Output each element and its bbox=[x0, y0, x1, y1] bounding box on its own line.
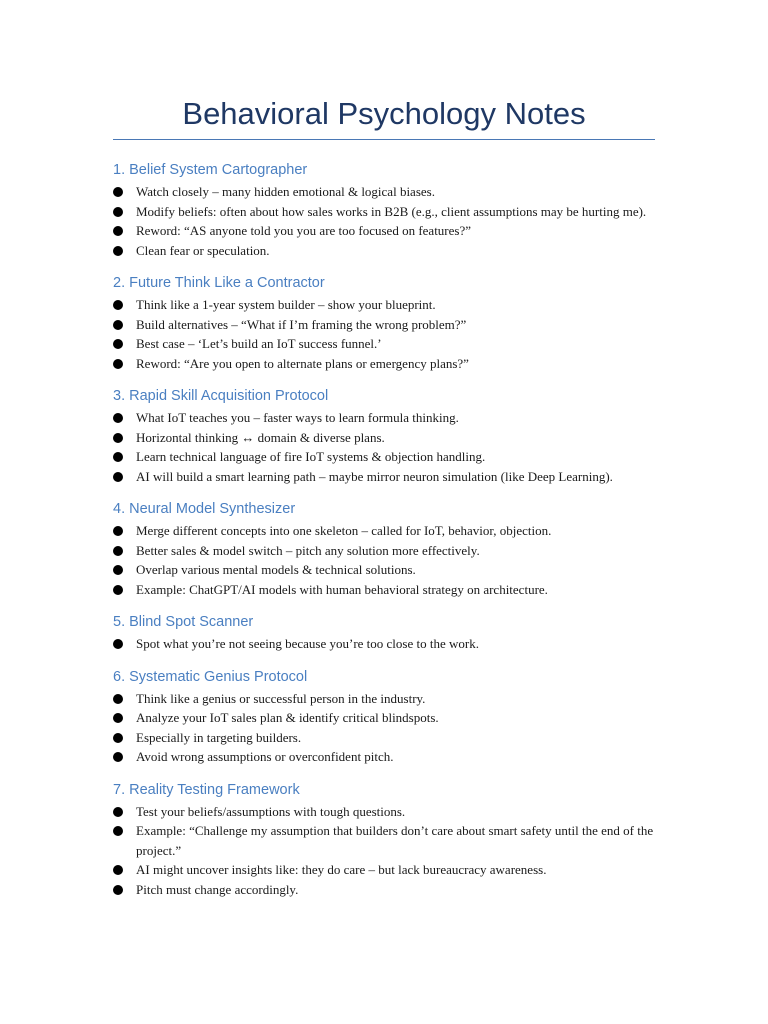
bullet-dot-icon bbox=[113, 413, 123, 423]
bullet-dot-icon bbox=[113, 639, 123, 649]
bullet-dot-icon bbox=[113, 807, 123, 817]
bullet-text: Especially in targeting builders. bbox=[136, 729, 302, 745]
bullet-text: Analyze your IoT sales plan & identify critical blindspots. bbox=[136, 710, 439, 725]
title-underline bbox=[113, 139, 655, 140]
section-spacer bbox=[113, 599, 655, 610]
list-item bbox=[113, 521, 655, 541]
bullet-dot-icon bbox=[113, 752, 123, 762]
bullet-list bbox=[113, 182, 655, 260]
list-item bbox=[113, 860, 655, 880]
bullet-list bbox=[113, 689, 655, 767]
bullet-dot-icon bbox=[113, 826, 123, 836]
bullet-text: Build alternatives – “What if I’m framing the wrong problem?” bbox=[136, 316, 467, 332]
bullet-dot-icon bbox=[113, 526, 123, 536]
list-item bbox=[113, 634, 655, 654]
list-item bbox=[113, 354, 655, 374]
bullet-dot-icon bbox=[113, 320, 123, 330]
list-item bbox=[113, 689, 655, 709]
bullet-dot-icon bbox=[113, 187, 123, 197]
bullet-list bbox=[113, 802, 655, 900]
list-item bbox=[113, 580, 655, 600]
bullet-dot-icon bbox=[113, 300, 123, 310]
document-body bbox=[113, 158, 655, 899]
bullet-dot-icon bbox=[113, 433, 123, 443]
bullet-dot-icon bbox=[113, 339, 123, 349]
bullet-text: Watch closely – many hidden emotional & logical biases. bbox=[136, 184, 435, 199]
list-item bbox=[113, 408, 655, 428]
list-item bbox=[113, 541, 655, 561]
bullet-dot-icon bbox=[113, 713, 123, 723]
bullet-text: What IoT teaches you – faster ways to learn formula thinking. bbox=[136, 410, 459, 425]
section-spacer bbox=[113, 373, 655, 384]
bullet-dot-icon bbox=[113, 885, 123, 895]
bullet-text: Best case – ‘Let’s build an IoT success funnel.’ bbox=[136, 336, 382, 351]
bullet-text: Think like a 1-year system builder – show your blueprint. bbox=[136, 297, 436, 312]
bullet-dot-icon bbox=[113, 546, 123, 556]
section-blind-spot-scanner bbox=[113, 610, 655, 654]
section-heading: 3. Rapid Skill Acquisition Protocol bbox=[113, 388, 329, 404]
list-item bbox=[113, 447, 655, 467]
bullet-text: Avoid wrong assumptions or overconfident pitch. bbox=[136, 749, 394, 764]
bullet-dot-icon bbox=[113, 226, 123, 236]
list-item bbox=[113, 560, 655, 580]
section-reality-testing-framework bbox=[113, 778, 655, 900]
bullet-dot-icon bbox=[113, 733, 123, 743]
bullet-text: Modify beliefs: often about how sales works in B2B (e.g., client assumptions may be hurting me). bbox=[136, 203, 647, 219]
bullet-dot-icon bbox=[113, 359, 123, 369]
bullet-list bbox=[113, 408, 655, 486]
list-item bbox=[113, 747, 655, 767]
section-heading: 2. Future Think Like a Contractor bbox=[113, 275, 325, 291]
bullet-dot-icon bbox=[113, 452, 123, 462]
bullet-text: Merge different concepts into one skeleton – called for IoT, behavior, objection. bbox=[136, 523, 552, 538]
section-heading: 4. Neural Model Synthesizer bbox=[113, 501, 296, 517]
bullet-text: AI might uncover insights like: they do care – but lack bureaucracy awareness. bbox=[136, 862, 547, 877]
bullet-text: AI will build a smart learning path – maybe mirror neuron simulation (like Deep Learning). bbox=[136, 468, 613, 484]
list-item bbox=[113, 821, 655, 860]
document-title: Behavioral Psychology Notes bbox=[182, 96, 586, 131]
bullet-text: Think like a genius or successful person in the industry. bbox=[136, 690, 426, 706]
list-item bbox=[113, 428, 655, 448]
bullet-text: Example: ChatGPT/AI models with human behavioral strategy on architecture. bbox=[136, 581, 548, 597]
bullet-text: Learn technical language of fire IoT systems & objection handling. bbox=[136, 449, 486, 464]
bullet-text: Overlap various mental models & technical solutions. bbox=[136, 562, 416, 577]
bullet-text: Pitch must change accordingly. bbox=[136, 881, 299, 897]
bullet-text: Test your beliefs/assumptions with tough questions. bbox=[136, 803, 406, 819]
section-spacer bbox=[113, 486, 655, 497]
section-future-think-like-a-contractor bbox=[113, 271, 655, 373]
section-spacer bbox=[113, 654, 655, 665]
bullet-list bbox=[113, 521, 655, 599]
section-neural-model-synthesizer bbox=[113, 497, 655, 599]
list-item bbox=[113, 708, 655, 728]
bullet-dot-icon bbox=[113, 585, 123, 595]
list-item bbox=[113, 241, 655, 261]
list-item bbox=[113, 728, 655, 748]
section-rapid-skill-acquisition-protocol bbox=[113, 384, 655, 486]
list-item bbox=[113, 315, 655, 335]
bullet-dot-icon bbox=[113, 865, 123, 875]
bullet-text: Example: “Challenge my assumption that builders don’t care about smart safety until the end of the project.” bbox=[136, 823, 654, 858]
section-heading: 5. Blind Spot Scanner bbox=[113, 614, 254, 630]
bullet-list bbox=[113, 634, 655, 654]
bullet-text: Better sales & model switch – pitch any solution more effectively. bbox=[136, 542, 480, 558]
list-item bbox=[113, 802, 655, 822]
list-item bbox=[113, 467, 655, 487]
list-item bbox=[113, 221, 655, 241]
section-belief-system-cartographer bbox=[113, 158, 655, 260]
bullet-dot-icon bbox=[113, 246, 123, 256]
list-item bbox=[113, 182, 655, 202]
section-heading: 6. Systematic Genius Protocol bbox=[113, 668, 308, 685]
section-heading: 7. Reality Testing Framework bbox=[113, 781, 300, 798]
bullet-text: Reword: “Are you open to alternate plans or emergency plans?” bbox=[136, 355, 469, 371]
section-spacer bbox=[113, 260, 655, 271]
bullet-text: Spot what you’re not seeing because you’re too close to the work. bbox=[136, 636, 479, 651]
bullet-text: Horizontal thinking ↔ domain & diverse plans. bbox=[136, 429, 385, 445]
bullet-dot-icon bbox=[113, 472, 123, 482]
bullet-list bbox=[113, 295, 655, 373]
list-item bbox=[113, 334, 655, 354]
bullet-dot-icon bbox=[113, 565, 123, 575]
list-item bbox=[113, 202, 655, 222]
bullet-dot-icon bbox=[113, 694, 123, 704]
bullet-text: Reword: “AS anyone told you you are too focused on features?” bbox=[136, 223, 472, 238]
section-systematic-genius-protocol bbox=[113, 665, 655, 767]
bullet-text: Clean fear or speculation. bbox=[136, 242, 270, 258]
bullet-dot-icon bbox=[113, 207, 123, 217]
section-spacer bbox=[113, 767, 655, 778]
list-item bbox=[113, 295, 655, 315]
section-heading: 1. Belief System Cartographer bbox=[113, 162, 308, 178]
list-item bbox=[113, 880, 655, 900]
